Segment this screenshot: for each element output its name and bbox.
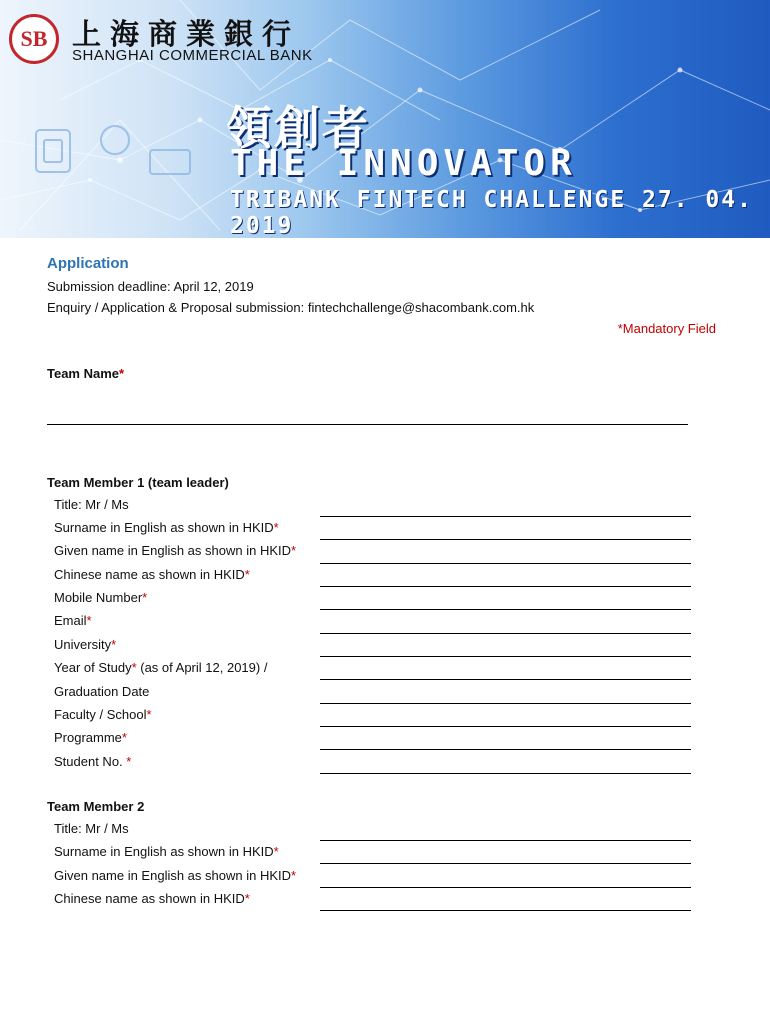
m2-surname-label: Surname in English as shown in HKID*: [54, 844, 279, 859]
m1-email-label: Email*: [54, 613, 92, 628]
m1-faculty-input-line[interactable]: [320, 726, 691, 727]
m1-programme-label: Programme*: [54, 730, 127, 745]
m1-student-no-input-line[interactable]: [320, 773, 691, 774]
team-name-input-line[interactable]: [47, 424, 688, 425]
m1-chinese-name-label: Chinese name as shown in HKID*: [54, 567, 250, 582]
team-member-2-heading: Team Member 2: [47, 799, 145, 814]
m1-given-name-input-line[interactable]: [320, 563, 691, 564]
m1-title-label: Title: Mr / Ms: [54, 497, 129, 512]
m1-graduation-date-label: Graduation Date: [54, 684, 150, 699]
m1-faculty-label: Faculty / School*: [54, 707, 152, 722]
required-mark: *: [273, 520, 279, 535]
required-mark: *: [142, 590, 148, 605]
m1-surname-input-line[interactable]: [320, 539, 691, 540]
m1-university-input-line[interactable]: [320, 656, 691, 657]
m1-graduation-date-input-line[interactable]: [320, 703, 691, 704]
m1-chinese-name-input-line[interactable]: [320, 586, 691, 587]
header-banner: [0, 0, 770, 238]
required-mark: *: [273, 844, 279, 859]
m1-university-label: University*: [54, 637, 117, 652]
required-mark: *: [131, 660, 137, 675]
event-name-chinese: 領創者: [226, 101, 370, 155]
submission-deadline: Submission deadline: April 12, 2019: [47, 279, 254, 294]
required-mark: *: [111, 637, 117, 652]
m1-year-of-study-input-line[interactable]: [320, 679, 691, 680]
application-heading: Application: [47, 255, 129, 272]
m2-surname-input-line[interactable]: [320, 863, 691, 864]
required-mark: *: [119, 366, 125, 381]
required-mark: *: [291, 543, 297, 558]
required-mark: *: [291, 868, 297, 883]
m1-year-of-study-label: Year of Study* (as of April 12, 2019) /: [54, 660, 268, 675]
m1-surname-label: Surname in English as shown in HKID*: [54, 520, 279, 535]
team-member-1-heading: Team Member 1 (team leader): [47, 475, 229, 490]
m2-title-input-line[interactable]: [320, 840, 691, 841]
m2-given-name-input-line[interactable]: [320, 887, 691, 888]
m1-mobile-input-line[interactable]: [320, 609, 691, 610]
m1-mobile-label: Mobile Number*: [54, 590, 148, 605]
required-mark: *: [146, 707, 152, 722]
bank-name-chinese: 上海商業銀行: [72, 17, 301, 51]
required-mark: *: [126, 754, 132, 769]
m1-title-input-line[interactable]: [320, 516, 691, 517]
m2-title-label: Title: Mr / Ms: [54, 821, 129, 836]
event-subtitle: TRIBANK FINTECH CHALLENGE 27. 04. 2019: [230, 187, 753, 238]
required-mark: *: [244, 891, 250, 906]
m1-email-input-line[interactable]: [320, 633, 691, 634]
required-mark: *: [244, 567, 250, 582]
team-name-label: Team Name*: [47, 366, 125, 381]
m1-given-name-label: Given name in English as shown in HKID*: [54, 543, 297, 558]
m1-student-no-label: Student No. *: [54, 754, 132, 769]
required-mark: *: [86, 613, 92, 628]
enquiry-email-line: Enquiry / Application & Proposal submission: fintechchallenge@shacombank.com.hk: [47, 300, 535, 315]
m2-chinese-name-label: Chinese name as shown in HKID*: [54, 891, 250, 906]
m1-programme-input-line[interactable]: [320, 749, 691, 750]
bank-name-english: SHANGHAI COMMERCIAL BANK: [72, 47, 313, 64]
bank-logo-letters: SB: [20, 26, 48, 51]
m2-chinese-name-input-line[interactable]: [320, 910, 691, 911]
event-title: THE INNOVATOR: [230, 143, 577, 184]
required-mark: *: [121, 730, 127, 745]
m2-given-name-label: Given name in English as shown in HKID*: [54, 868, 297, 883]
bank-logo: [9, 14, 59, 64]
mandatory-field-note: *Mandatory Field: [617, 321, 716, 336]
